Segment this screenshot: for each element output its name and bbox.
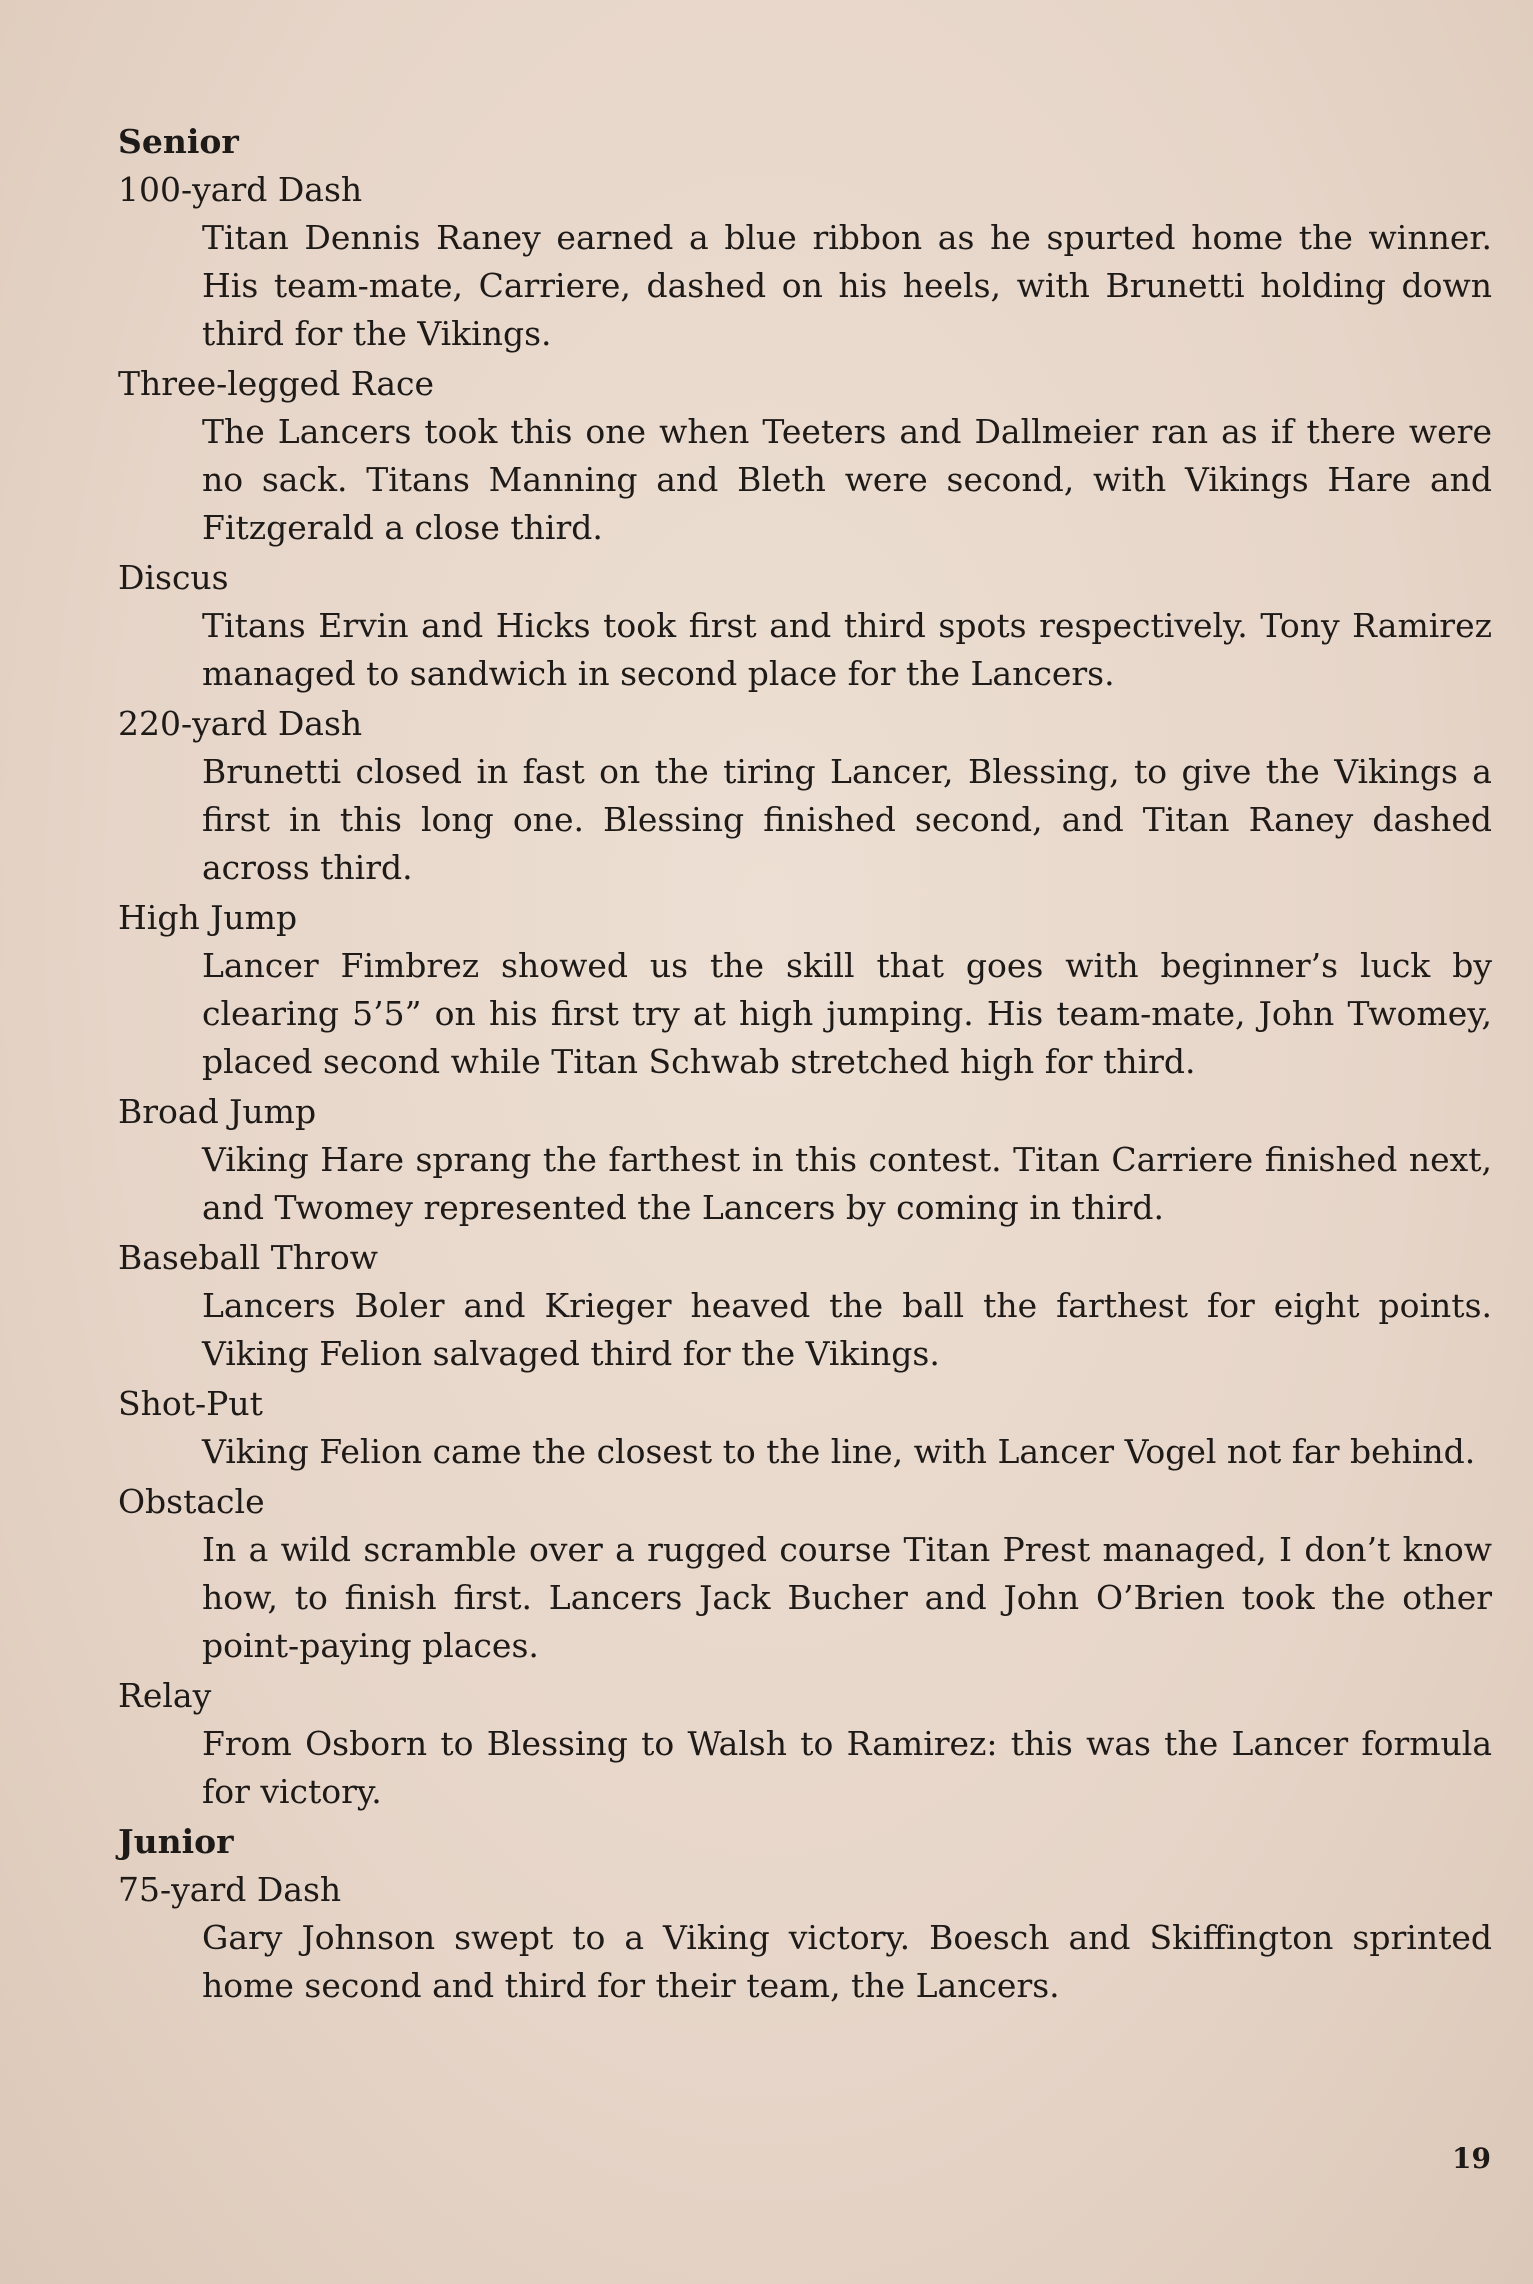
event-75-yard-dash bbox=[118, 1866, 1493, 2010]
event-discus bbox=[118, 554, 1493, 698]
event-description: Lancer Fimbrez showed us the skill that goes with beginner’s luck by clearing 5’5” on his first try at high jumping. His team-mate, John Twomey, placed second while Titan Schwab stretched high for third. bbox=[202, 946, 1492, 1081]
event-description: Titan Dennis Raney earned a blue ribbon as he spurted home the winner. His team-mate, Carriere, dashed on his heels, with Brunetti holding down third for the Vikings. bbox=[202, 218, 1492, 353]
event-description: Gary Johnson swept to a Viking victory. Boesch and Skiffington sprinted home second and third for their team, the Lancers. bbox=[202, 1918, 1492, 2005]
event-description: Viking Felion came the closest to the line, with Lancer Vogel not far behind. bbox=[202, 1432, 1476, 1471]
event-title: Obstacle bbox=[118, 1482, 265, 1521]
event-title: Discus bbox=[118, 558, 229, 597]
event-description: The Lancers took this one when Teeters and Dallmeier ran as if there were no sack. Titans Manning and Bleth were second, with Vikings Hare and Fitzgerald a close third. bbox=[202, 412, 1492, 547]
event-description: In a wild scramble over a rugged course Titan Prest managed, I don’t know how, to finish first. Lancers Jack Bucher and John O’Brien took the other point-paying places. bbox=[202, 1530, 1492, 1665]
page-content bbox=[118, 118, 1493, 2012]
event-title: High Jump bbox=[118, 898, 298, 937]
event-relay bbox=[118, 1672, 1493, 1816]
event-title: Baseball Throw bbox=[118, 1238, 378, 1277]
event-description: Viking Hare sprang the farthest in this contest. Titan Carriere finished next, and Twomey represented the Lancers by coming in third. bbox=[202, 1140, 1492, 1227]
event-title: 75-yard Dash bbox=[118, 1870, 342, 1909]
event-title: 220-yard Dash bbox=[118, 704, 363, 743]
event-description: From Osborn to Blessing to Walsh to Ramirez: this was the Lancer formula for victory. bbox=[202, 1724, 1492, 1811]
event-description: Brunetti closed in fast on the tiring Lancer, Blessing, to give the Vikings a first in this long one. Blessing finished second, and Titan Raney dashed across third. bbox=[202, 752, 1492, 887]
event-220-yard-dash bbox=[118, 700, 1493, 892]
event-three-legged-race bbox=[118, 360, 1493, 552]
page-number: 19 bbox=[1452, 2142, 1491, 2175]
event-obstacle bbox=[118, 1478, 1493, 1670]
event-100-yard-dash bbox=[118, 166, 1493, 358]
event-description: Lancers Boler and Krieger heaved the ball the farthest for eight points. Viking Felion salvaged third for the Vikings. bbox=[202, 1286, 1492, 1373]
event-title: Broad Jump bbox=[118, 1092, 317, 1131]
event-broad-jump bbox=[118, 1088, 1493, 1232]
event-title: Three-legged Race bbox=[118, 364, 435, 403]
event-high-jump bbox=[118, 894, 1493, 1086]
section-heading-senior: Senior bbox=[118, 122, 239, 161]
event-baseball-throw bbox=[118, 1234, 1493, 1378]
event-title: 100-yard Dash bbox=[118, 170, 363, 209]
event-title: Relay bbox=[118, 1676, 212, 1715]
section-heading-junior: Junior bbox=[118, 1822, 234, 1861]
event-title: Shot-Put bbox=[118, 1384, 263, 1423]
event-description: Titans Ervin and Hicks took first and third spots respectively. Tony Ramirez managed to sandwich in second place for the Lancers. bbox=[202, 606, 1492, 693]
event-shot-put bbox=[118, 1380, 1493, 1476]
